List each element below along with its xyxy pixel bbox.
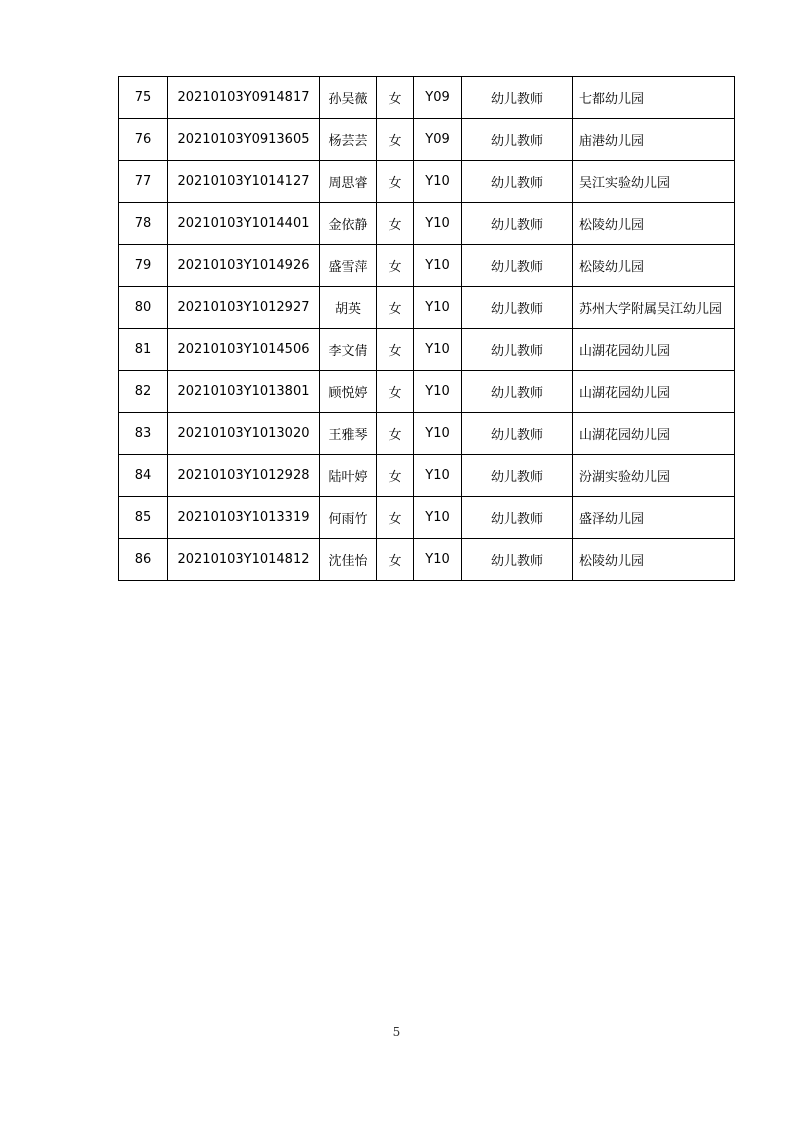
cell-name: 周思睿 [320, 161, 377, 203]
cell-name: 杨芸芸 [320, 119, 377, 161]
table-row [119, 161, 735, 203]
cell-position: 幼儿教师 [462, 203, 573, 245]
cell-position: 幼儿教师 [462, 77, 573, 119]
cell-name: 盛雪萍 [320, 245, 377, 287]
cell-row-number: 79 [119, 245, 168, 287]
cell-position-code: Y10 [414, 287, 462, 329]
cell-position-code: Y10 [414, 161, 462, 203]
cell-gender: 女 [377, 455, 414, 497]
cell-candidate-id: 20210103Y1014401 [168, 203, 320, 245]
cell-name: 胡英 [320, 287, 377, 329]
cell-name: 王雅琴 [320, 413, 377, 455]
cell-position: 幼儿教师 [462, 245, 573, 287]
cell-position-code: Y10 [414, 539, 462, 581]
table-row [119, 455, 735, 497]
cell-name: 孙吴薇 [320, 77, 377, 119]
cell-position-code: Y09 [414, 119, 462, 161]
cell-position-code: Y10 [414, 329, 462, 371]
table-row [119, 539, 735, 581]
cell-school: 庙港幼儿园 [573, 119, 735, 161]
cell-position: 幼儿教师 [462, 455, 573, 497]
cell-name: 金依静 [320, 203, 377, 245]
cell-school: 松陵幼儿园 [573, 539, 735, 581]
cell-candidate-id: 20210103Y1013020 [168, 413, 320, 455]
table-row [119, 329, 735, 371]
table-row [119, 119, 735, 161]
cell-position: 幼儿教师 [462, 119, 573, 161]
table-row [119, 413, 735, 455]
cell-name: 陆叶婷 [320, 455, 377, 497]
cell-row-number: 78 [119, 203, 168, 245]
cell-candidate-id: 20210103Y1014926 [168, 245, 320, 287]
cell-candidate-id: 20210103Y1012927 [168, 287, 320, 329]
cell-position-code: Y10 [414, 203, 462, 245]
cell-candidate-id: 20210103Y0914817 [168, 77, 320, 119]
cell-row-number: 85 [119, 497, 168, 539]
cell-name: 何雨竹 [320, 497, 377, 539]
cell-gender: 女 [377, 161, 414, 203]
table-body [119, 77, 735, 581]
cell-candidate-id: 20210103Y1014506 [168, 329, 320, 371]
cell-position: 幼儿教师 [462, 329, 573, 371]
cell-position: 幼儿教师 [462, 287, 573, 329]
table-row [119, 371, 735, 413]
candidate-table [118, 76, 735, 581]
cell-candidate-id: 20210103Y1012928 [168, 455, 320, 497]
cell-candidate-id: 20210103Y1014812 [168, 539, 320, 581]
cell-row-number: 77 [119, 161, 168, 203]
cell-gender: 女 [377, 245, 414, 287]
cell-gender: 女 [377, 497, 414, 539]
cell-gender: 女 [377, 119, 414, 161]
table-row [119, 203, 735, 245]
cell-row-number: 84 [119, 455, 168, 497]
cell-school: 松陵幼儿园 [573, 245, 735, 287]
cell-row-number: 81 [119, 329, 168, 371]
cell-position-code: Y10 [414, 245, 462, 287]
cell-gender: 女 [377, 287, 414, 329]
cell-row-number: 75 [119, 77, 168, 119]
cell-position-code: Y09 [414, 77, 462, 119]
cell-school: 山湖花园幼儿园 [573, 329, 735, 371]
cell-row-number: 76 [119, 119, 168, 161]
cell-row-number: 86 [119, 539, 168, 581]
cell-gender: 女 [377, 371, 414, 413]
table-row [119, 287, 735, 329]
cell-row-number: 80 [119, 287, 168, 329]
cell-position-code: Y10 [414, 413, 462, 455]
cell-school: 山湖花园幼儿园 [573, 371, 735, 413]
table-row [119, 77, 735, 119]
cell-position: 幼儿教师 [462, 413, 573, 455]
cell-gender: 女 [377, 539, 414, 581]
cell-school: 吴江实验幼儿园 [573, 161, 735, 203]
cell-candidate-id: 20210103Y0913605 [168, 119, 320, 161]
table-row [119, 497, 735, 539]
cell-school: 七都幼儿园 [573, 77, 735, 119]
cell-name: 沈佳怡 [320, 539, 377, 581]
cell-school: 汾湖实验幼儿园 [573, 455, 735, 497]
table-row [119, 245, 735, 287]
cell-position: 幼儿教师 [462, 161, 573, 203]
cell-candidate-id: 20210103Y1014127 [168, 161, 320, 203]
cell-gender: 女 [377, 413, 414, 455]
cell-name: 李文倩 [320, 329, 377, 371]
cell-gender: 女 [377, 329, 414, 371]
cell-position: 幼儿教师 [462, 539, 573, 581]
cell-gender: 女 [377, 77, 414, 119]
cell-position-code: Y10 [414, 497, 462, 539]
cell-gender: 女 [377, 203, 414, 245]
cell-row-number: 83 [119, 413, 168, 455]
cell-school: 苏州大学附属吴江幼儿园 [573, 287, 735, 329]
cell-position: 幼儿教师 [462, 371, 573, 413]
cell-name: 顾悦婷 [320, 371, 377, 413]
cell-candidate-id: 20210103Y1013801 [168, 371, 320, 413]
page-number: 5 [392, 1025, 401, 1039]
cell-row-number: 82 [119, 371, 168, 413]
cell-school: 盛泽幼儿园 [573, 497, 735, 539]
cell-school: 山湖花园幼儿园 [573, 413, 735, 455]
cell-position-code: Y10 [414, 455, 462, 497]
cell-candidate-id: 20210103Y1013319 [168, 497, 320, 539]
cell-school: 松陵幼儿园 [573, 203, 735, 245]
cell-position: 幼儿教师 [462, 497, 573, 539]
cell-position-code: Y10 [414, 371, 462, 413]
